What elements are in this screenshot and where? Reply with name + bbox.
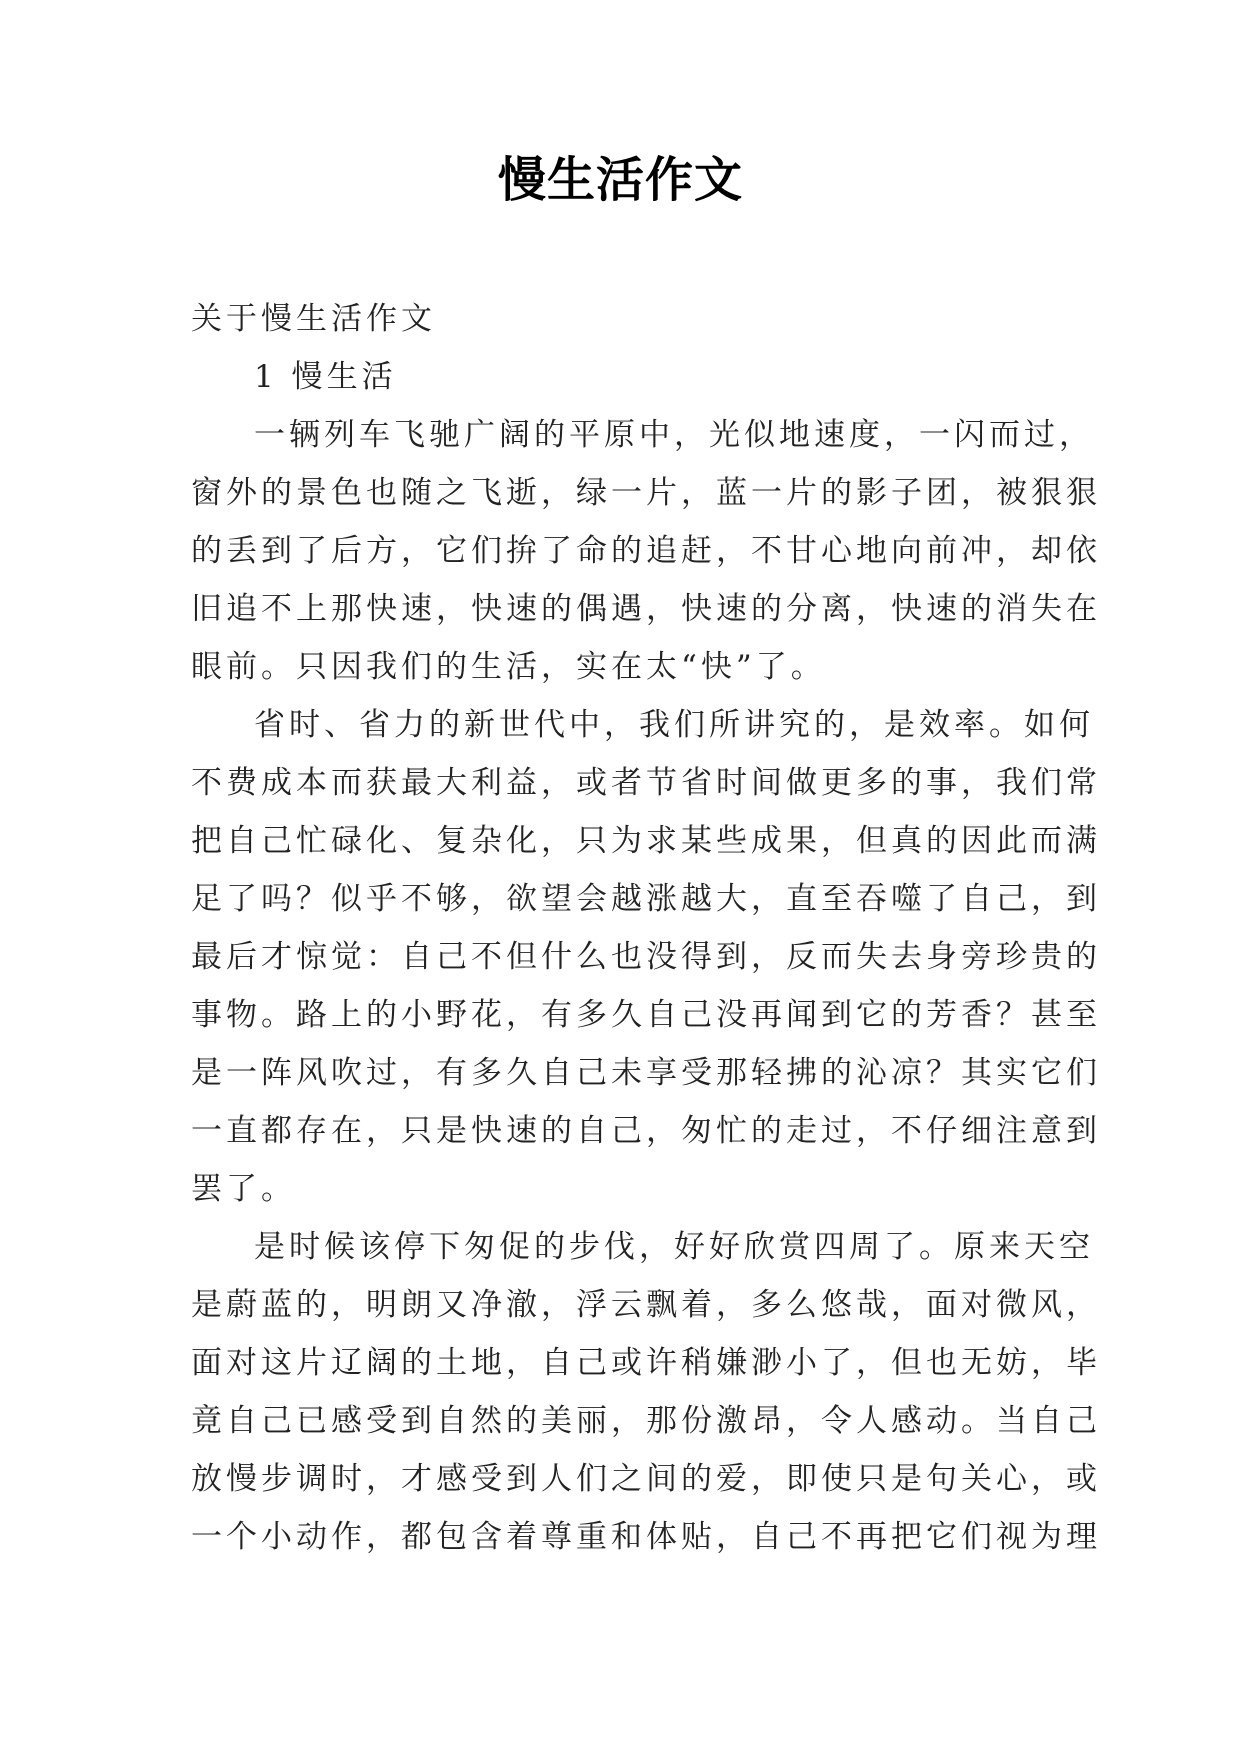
paragraph-line: 一个小动作，都包含着尊重和体贴，自己不再把它们视为理: [191, 1519, 1101, 1555]
paragraph-line: 放慢步调时，才感受到人们之间的爱，即使只是句关心，或: [191, 1461, 1101, 1497]
paragraph-line: 是蔚蓝的，明朗又净澈，浮云飘着，多么悠哉，面对微风，: [191, 1287, 1101, 1323]
paragraph-line: 足了吗？似乎不够，欲望会越涨越大，直至吞噬了自己，到: [191, 881, 1101, 917]
document-title: 慢生活作文: [497, 152, 743, 208]
paragraph-line: 省时、省力的新世代中，我们所讲究的，是效率。如何: [254, 707, 1094, 743]
paragraph-line: 一辆列车飞驰广阔的平原中，光似地速度，一闪而过，: [254, 417, 1094, 453]
paragraph-line: 最后才惊觉：自己不但什么也没得到，反而失去身旁珍贵的: [191, 939, 1101, 975]
paragraph-line: 竟自己已感受到自然的美丽，那份激昂，令人感动。当自己: [191, 1403, 1101, 1439]
paragraph-line: 把自己忙碌化、复杂化，只为求某些成果，但真的因此而满: [191, 823, 1101, 859]
paragraph-line: 事物。路上的小野花，有多久自己没再闻到它的芳香？甚至: [191, 997, 1101, 1033]
subtitle: 关于慢生活作文: [191, 301, 436, 337]
document-body: [191, 290, 1101, 1566]
paragraph-line: 眼前。只因我们的生活，实在太“快”了。: [191, 649, 826, 685]
paragraph-line: 是时候该停下匆促的步伐，好好欣赏四周了。原来天空: [254, 1229, 1094, 1265]
paragraph-line: 不费成本而获最大利益，或者节省时间做更多的事，我们常: [191, 765, 1101, 801]
paragraph-line: 是一阵风吹过，有多久自己未享受那轻拂的沁凉？其实它们: [191, 1055, 1101, 1091]
paragraph-line: 一直都存在，只是快速的自己，匆忙的走过，不仔细注意到: [191, 1113, 1101, 1149]
paragraph-line: 窗外的景色也随之飞逝，绿一片，蓝一片的影子团，被狠狠: [191, 475, 1101, 511]
paragraph-line: 的丢到了后方，它们拚了命的追赶，不甘心地向前冲，却依: [191, 533, 1101, 569]
paragraph-line: 罢了。: [191, 1171, 296, 1207]
paragraph-line: 面对这片辽阔的土地，自己或许稍嫌渺小了，但也无妨，毕: [191, 1345, 1101, 1381]
paragraph-line: 旧追不上那快速，快速的偶遇，快速的分离，快速的消失在: [191, 591, 1101, 627]
section-heading: 1 慢生活: [254, 359, 397, 395]
